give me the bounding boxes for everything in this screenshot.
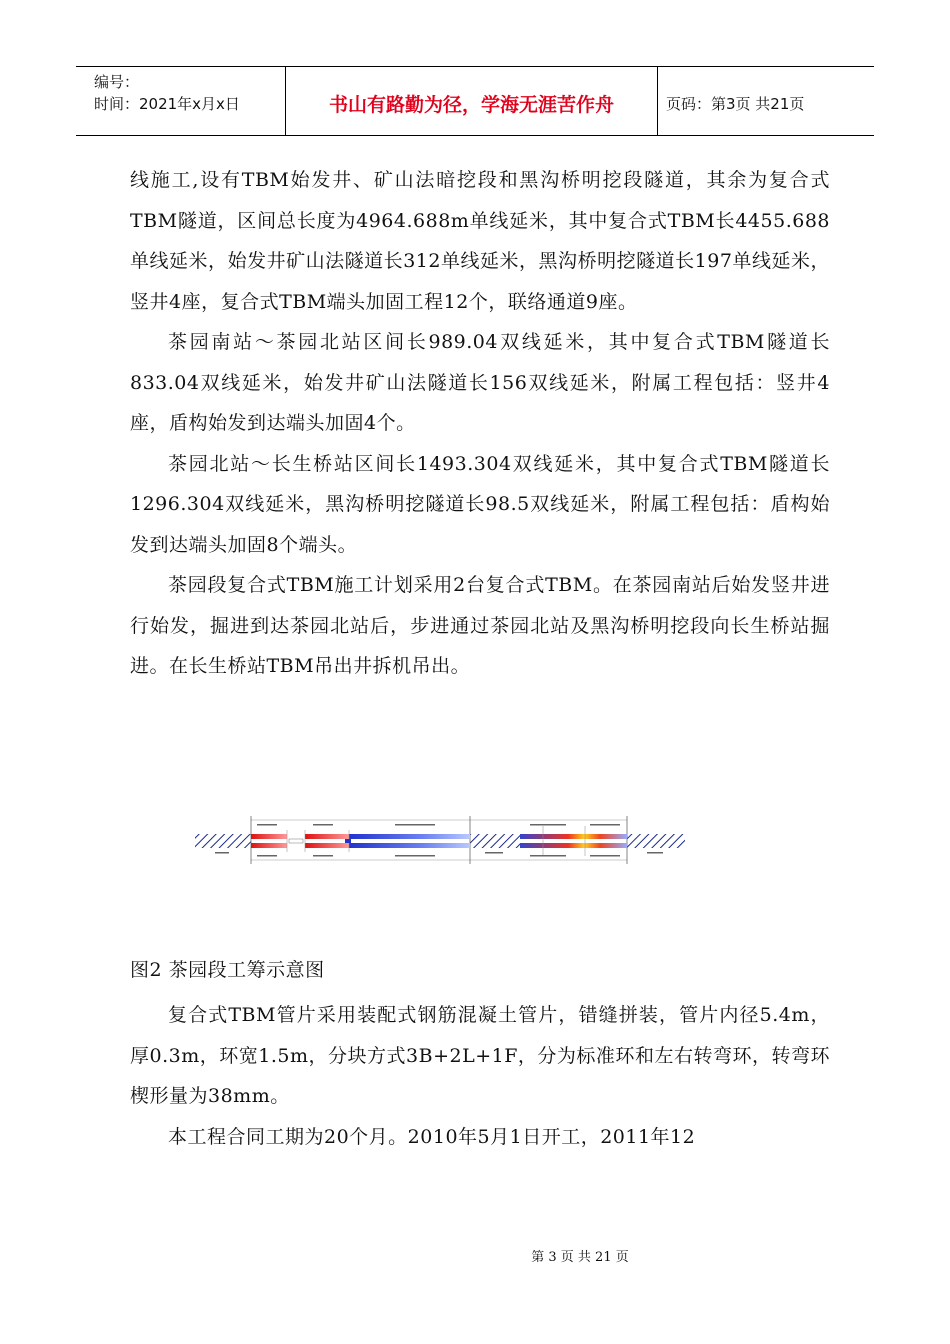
paragraph: 茶园北站～长生桥站区间长1493.304双线延米，其中复合式TBM隧道长1296.304双线延米，黑沟桥明挖隧道长98.5双线延米，附属工程包括：盾构始发到达端头加固8个端头。: [130, 452, 830, 556]
paragraph: 复合式TBM管片采用装配式钢筋混凝土管片，错缝拼装，管片内径5.4m，厚0.3m，环宽1.5m，分块方式3B+2L+1F，分为标准环和左右转弯环，转弯环楔形量为38mm。: [130, 1004, 830, 1107]
figure-caption: 图2 茶园段工筹示意图: [130, 959, 325, 981]
construction-diagram: [195, 812, 685, 868]
page-footer: 第 3 页 共 21 页: [531, 1250, 629, 1265]
body-text-top: [130, 160, 830, 687]
header-page-number: 页码：第3页 共21页: [666, 94, 805, 113]
paragraph: 茶园段复合式TBM施工计划采用2台复合式TBM。在茶园南站后始发竖井进行始发，掘进到达茶园北站后，步进通过茶园北站及黑沟桥明挖段向长生桥站掘进。在长生桥站TBM吊出井拆机吊出。: [130, 574, 830, 677]
paragraph: 茶园南站～茶园北站区间长989.04双线延米，其中复合式TBM隧道长833.04双线延米，始发井矿山法隧道长156双线延米，附属工程包括：竖井4座，盾构始发到达端头加固4个。: [130, 331, 830, 434]
paragraph: 线施工,设有TBM始发井、矿山法暗挖段和黑沟桥明挖段隧道，其余为复合式TBM隧道，区间总长度为4964.688m单线延米，其中复合式TBM长4455.688单线延米，始发井矿山法隧道长312单线延米，黑沟桥明挖隧道长197单线延米，竖井4座，复合式TBM端头加固工程12个，联络通道9座。: [130, 169, 830, 313]
page-header: [76, 66, 874, 136]
header-motto: 书山有路勤为径，学海无涯苦作舟: [286, 67, 658, 135]
body-text-bottom: [130, 995, 830, 1157]
serial-label: 编号：: [94, 73, 140, 91]
time-label: 时间：2021年x月x日: [94, 95, 240, 113]
header-meta: [76, 67, 286, 135]
paragraph: 本工程合同工期为20个月。2010年5月1日开工，2011年12: [168, 1125, 696, 1148]
